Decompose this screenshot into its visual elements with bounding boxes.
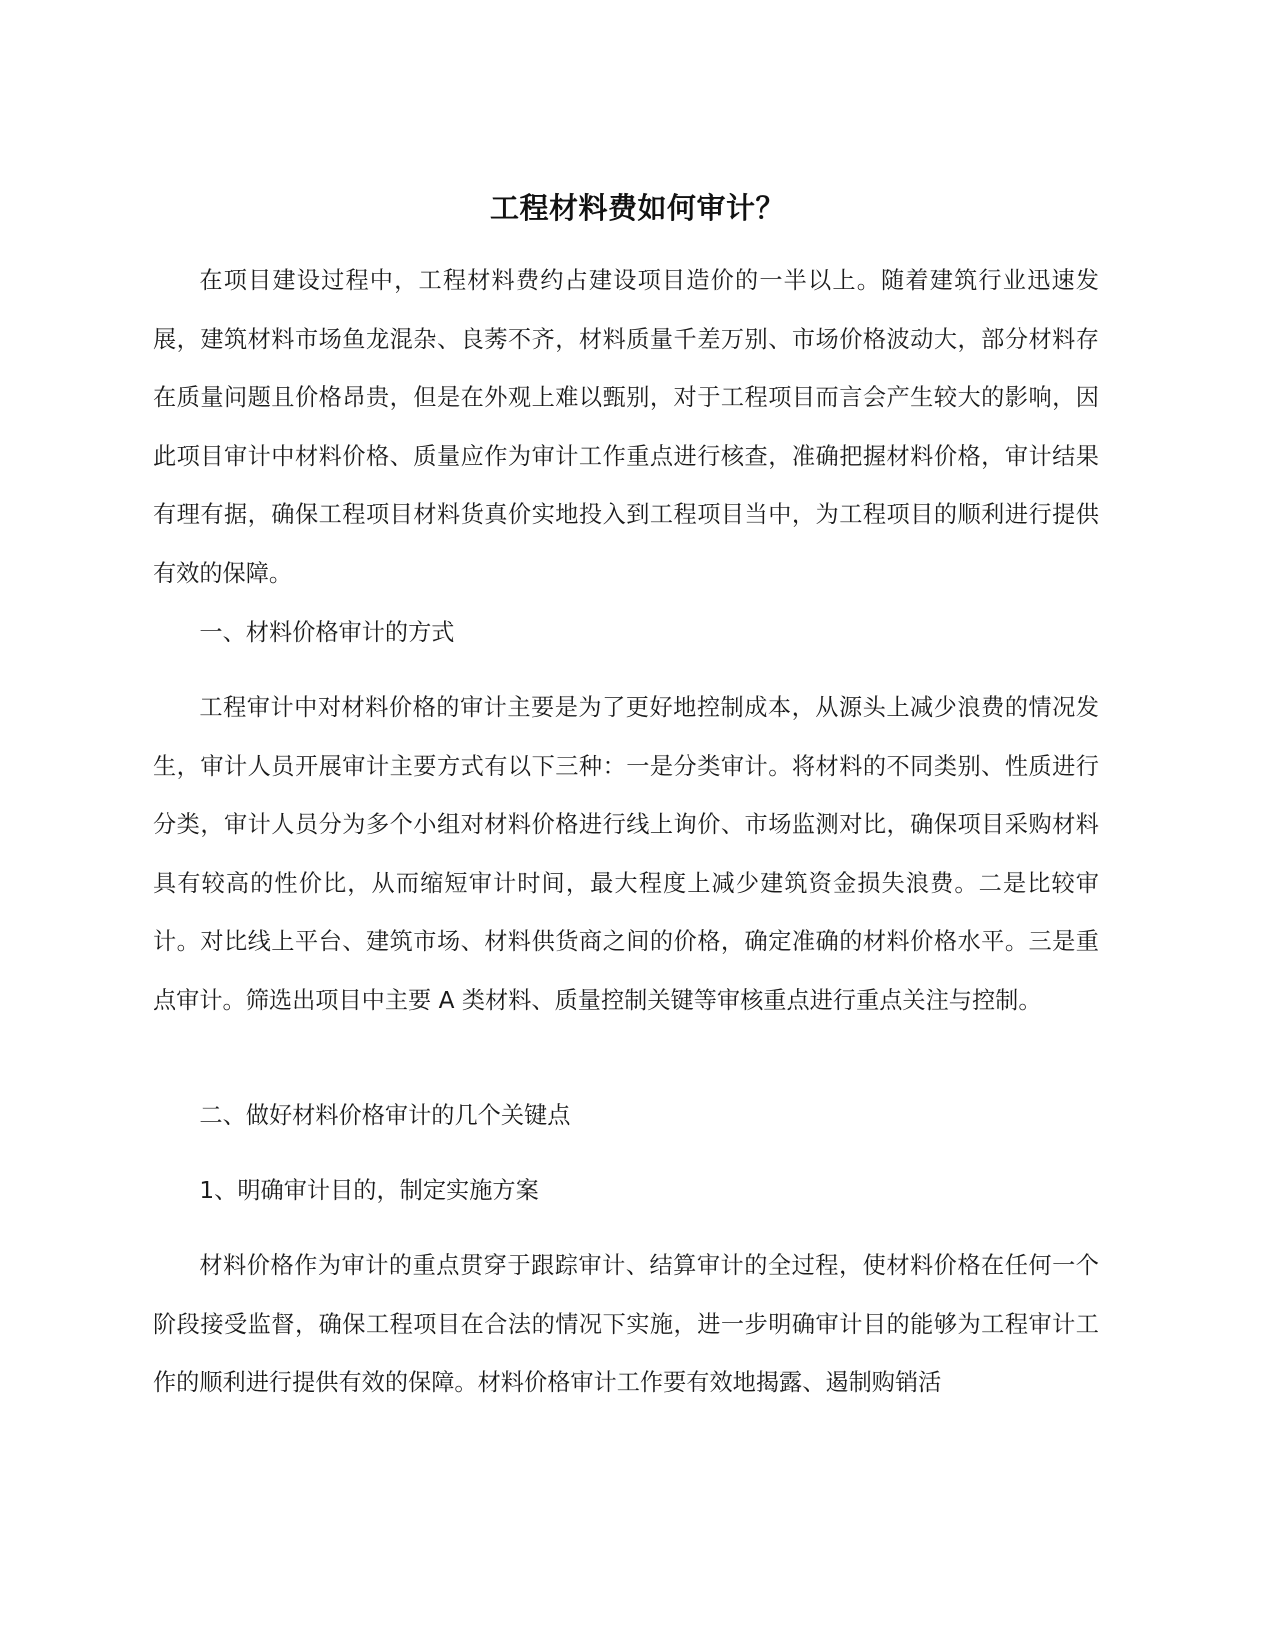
section-heading-1: 一、材料价格审计的方式 (199, 619, 455, 646)
paragraph-intro: 在项目建设过程中，工程材料费约占建设项目造价的一半以上。随着建筑行业迅速发展，建筑材料市场鱼龙混杂、良莠不齐，材料质量千差万别、市场价格波动大，部分材料存在质量问题且价格昂贵，但是在外观上难以甄别，对于工程项目而言会产生较大的影响，因此项目审计中材料价格、质量应作为审计工作重点进行核查，准确把握材料价格，审计结果有理有据，确保工程项目材料货真价实地投入到工程项目当中，为工程项目的顺利进行提供有效的保障。 (153, 267, 1099, 587)
paragraph-audit-purpose: 材料价格作为审计的重点贯穿于跟踪审计、结算审计的全过程，使材料价格在任何一个阶段接受监督，确保工程项目在合法的情况下实施，进一步明确审计目的能够为工程审计工作的顺利进行提供有效的保障。材料价格审计工作要有效地揭露、遏制购销活 (153, 1252, 1099, 1397)
section-heading-2: 二、做好材料价格审计的几个关键点 (199, 1102, 571, 1129)
document-title: 工程材料费如何审计？ (489, 191, 785, 225)
subsection-heading-1: 1、明确审计目的，制定实施方案 (199, 1177, 539, 1204)
paragraph-audit-methods: 工程审计中对材料价格的审计主要是为了更好地控制成本，从源头上减少浪费的情况发生，审计人员开展审计主要方式有以下三种：一是分类审计。将材料的不同类别、性质进行分类，审计人员分为多个小组对材料价格进行线上询价、市场监测对比，确保项目采购材料具有较高的性价比，从而缩短审计时间，最大程度上减少建筑资金损失浪费。二是比较审计。对比线上平台、建筑市场、材料供货商之间的价格，确定准确的材料价格水平。三是重点审计。筛选出项目中主要 A 类材料、质量控制关键等审核重点进行重点关注与控制。 (153, 694, 1099, 1014)
